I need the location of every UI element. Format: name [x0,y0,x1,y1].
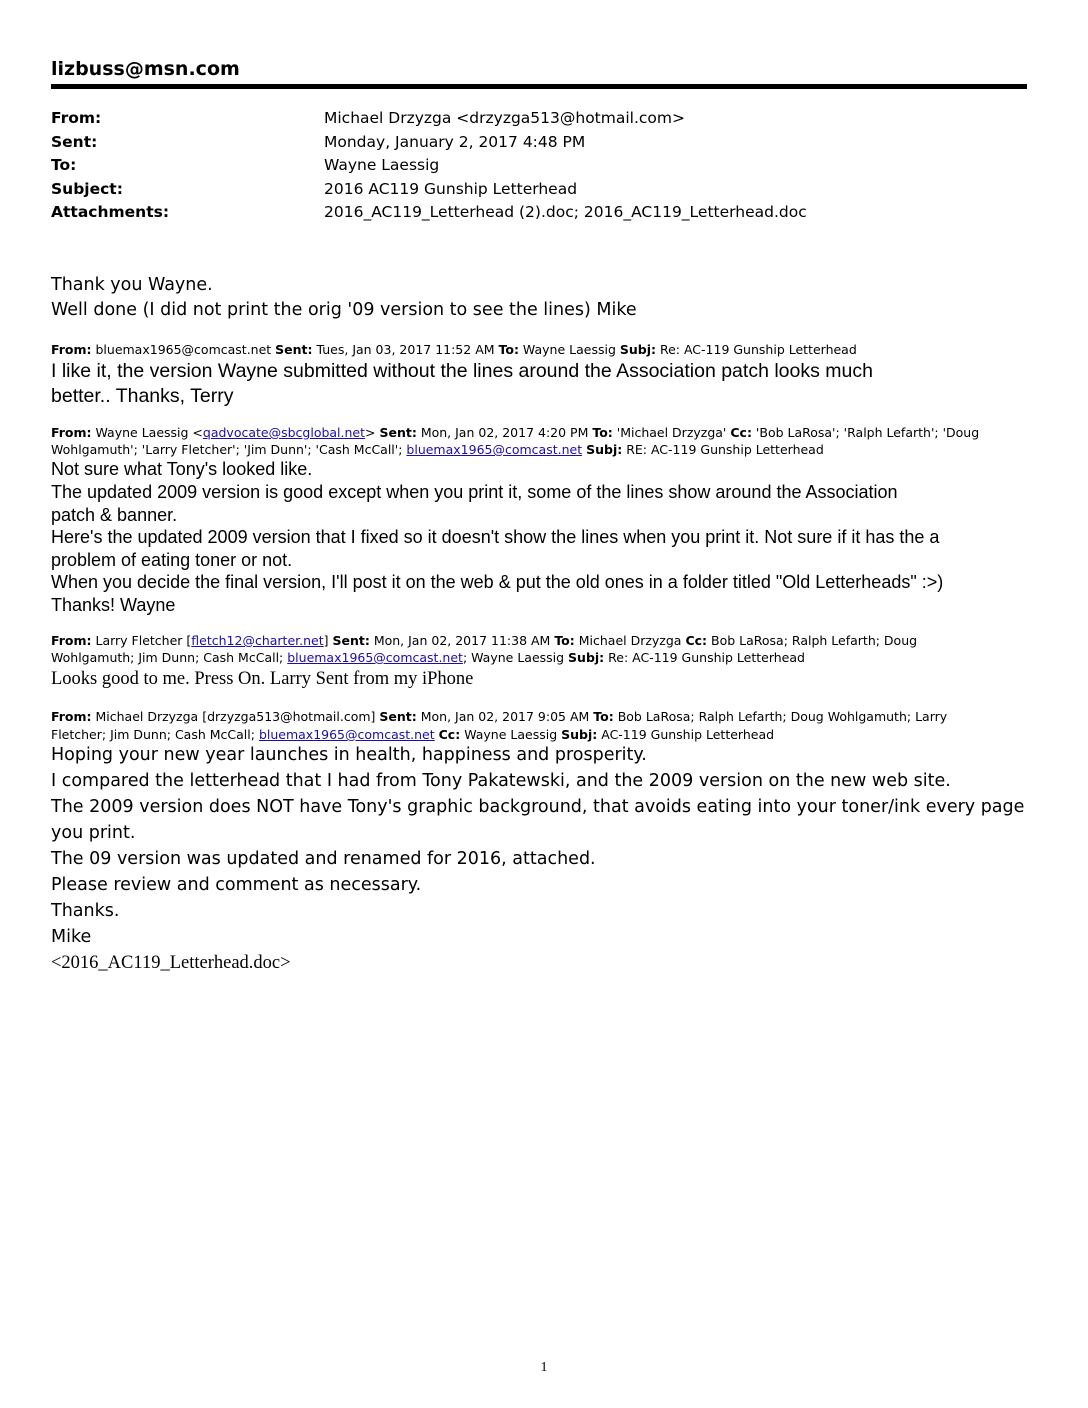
from-value: Michael Drzyzga <drzyzga513@hotmail.com> [324,109,685,127]
subject-value: 2016 AC119 Gunship Letterhead [324,180,578,198]
email-link[interactable]: bluemax1965@comcast.net [406,442,583,457]
subject-label: Subject: [51,180,123,198]
msg2-body-line: Not sure what Tony's looked like. [51,459,313,479]
msg2-body-line: The updated 2009 version is good except when you print it, some of the lines show around the Association [51,482,898,502]
msg2-body-line: When you decide the final version, I'll post it on the web & put the old ones in a folder titled "Old Letterheads" :>) [51,572,944,592]
sent-value: Monday, January 2, 2017 4:48 PM [324,133,586,151]
msg4-body-line: Hoping your new year launches in health, happiness and prosperity. [51,745,647,765]
attachments-value: 2016_AC119_Letterhead (2).doc; 2016_AC119_Letterhead.doc [324,203,807,221]
msg4-attachment: <2016_AC119_Letterhead.doc> [51,953,291,973]
account-email: lizbuss@msn.com [51,58,240,80]
body-line: Well done (I did not print the orig '09 version to see the lines) Mike [51,300,637,320]
msg3-header-line2: Wohlgamuth; Jim Dunn; Cash McCall; bluemax1965@comcast.net; Wayne Laessig Subj: Re: AC-119 Gunship Letterhead [51,650,805,665]
msg4-body-line: Mike [51,927,92,947]
msg2-body-line: Thanks! Wayne [51,595,176,615]
msg1-header: From: bluemax1965@comcast.net Sent: Tues, Jan 03, 2017 11:52 AM To: Wayne Laessig Subj: Re: AC-119 Gunship Letterhead [51,342,857,357]
msg2-body-line: problem of eating toner or not. [51,550,293,570]
msg2-header-line1: From: Wayne Laessig <qadvocate@sbcglobal.net> Sent: Mon, Jan 02, 2017 4:20 PM To: 'Michael Drzyzga' Cc: 'Bob LaRosa'; 'Ralph Lefarth'; 'Doug [51,425,980,440]
msg4-header-line2: Fletcher; Jim Dunn; Cash McCall; bluemax1965@comcast.net Cc: Wayne Laessig Subj: AC-119 Gunship Letterhead [51,727,775,742]
msg4-body-line: Please review and comment as necessary. [51,875,422,895]
email-link[interactable]: bluemax1965@comcast.net [287,650,463,665]
msg2-body-line: Here's the updated 2009 version that I fixed so it doesn't show the lines when you print it. Not sure if it has the a [51,527,940,547]
to-value: Wayne Laessig [324,156,440,174]
msg4-header-line1: From: Michael Drzyzga [drzyzga513@hotmail.com] Sent: Mon, Jan 02, 2017 9:05 AM To: Bob LaRosa; Ralph Lefarth; Doug Wohlgamuth; Larry [51,709,948,724]
header-divider [51,84,1027,89]
msg3-body-line: Looks good to me. Press On. Larry Sent from my iPhone [51,669,474,689]
msg3-header-line1: From: Larry Fletcher [fletch12@charter.net] Sent: Mon, Jan 02, 2017 11:38 AM To: Michael Drzyzga Cc: Bob LaRosa; Ralph Lefarth; Doug [51,633,918,648]
body-line: Thank you Wayne. [51,275,213,295]
msg4-body-line: The 2009 version does NOT have Tony's graphic background, that avoids eating into your toner/ink every page [51,797,1025,817]
msg4-body-line: I compared the letterhead that I had from Tony Pakatewski, and the 2009 version on the new web site. [51,771,951,791]
attachments-label: Attachments: [51,203,170,221]
msg4-body-line: Thanks. [51,901,120,921]
email-link[interactable]: fletch12@charter.net [191,633,324,648]
to-label: To: [51,156,77,174]
email-link[interactable]: qadvocate@sbcglobal.net [202,425,366,440]
msg1-body-line: better.. Thanks, Terry [51,385,234,407]
sent-label: Sent: [51,133,98,151]
msg2-header-line2: Wohlgamuth'; 'Larry Fletcher'; 'Jim Dunn'; 'Cash McCall'; bluemax1965@comcast.net Subj: RE: AC-119 Gunship Letterhead [51,442,824,457]
msg4-body-line: The 09 version was updated and renamed for 2016, attached. [51,849,596,869]
msg1-body-line: I like it, the version Wayne submitted without the lines around the Association patch looks much [51,360,873,382]
msg2-body-line: patch & banner. [51,505,178,525]
email-link[interactable]: bluemax1965@comcast.net [258,727,435,742]
from-label: From: [51,109,102,127]
page-number: 1 [540,1360,548,1375]
msg4-body-line: you print. [51,823,136,843]
